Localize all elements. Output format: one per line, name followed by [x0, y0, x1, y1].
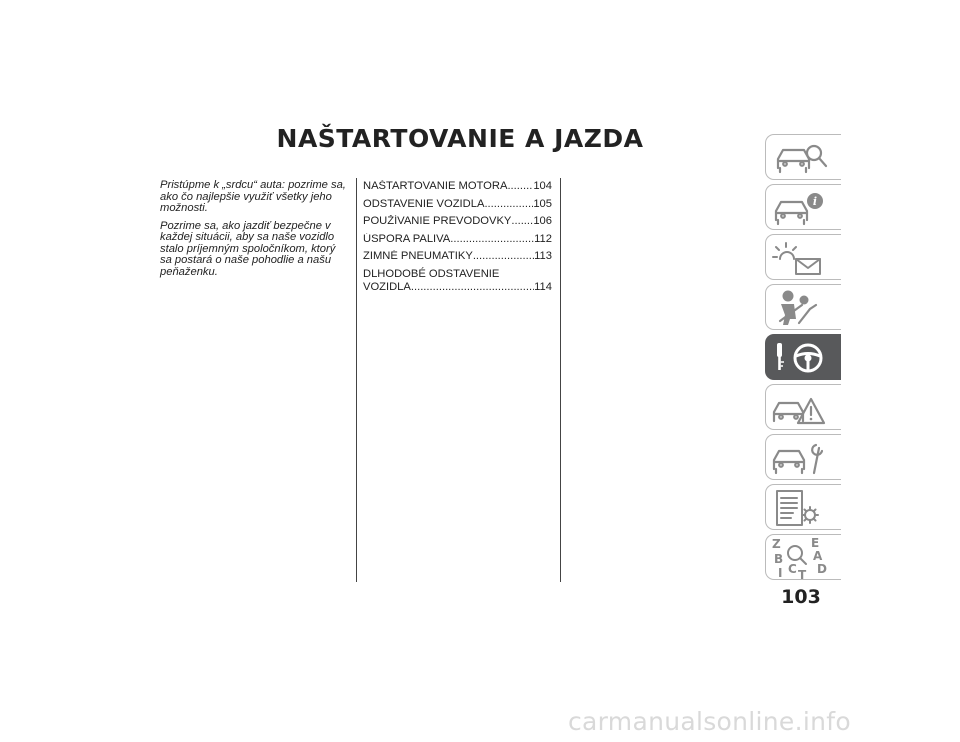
technical-data-icon: [766, 485, 842, 531]
toc-item-winter-tyres[interactable]: [363, 250, 552, 263]
tab-alphabetical-index[interactable]: [765, 534, 841, 580]
toc-item-starting-engine[interactable]: [363, 180, 552, 193]
index-letter: B: [774, 552, 784, 566]
tab-emergency[interactable]: [765, 384, 841, 430]
chapter-tabs: [765, 134, 841, 584]
toc-label: ZIMNÉ PNEUMATIKY: [363, 250, 473, 262]
toc-label-line1: DLHODOBÉ ODSTAVENIE: [363, 267, 500, 280]
tab-getting-to-know-car[interactable]: [765, 134, 841, 180]
toc-item-fuel-saving[interactable]: [363, 233, 552, 246]
intro-paragraph-1: Pristúpme k „srdcu“ auta: pozrime sa, ako čo najlepšie využiť všetky jeho možnosti.: [160, 179, 346, 214]
tab-servicing-care[interactable]: [765, 434, 841, 480]
tab-safety[interactable]: [765, 184, 841, 230]
tab-technical-data[interactable]: [765, 484, 841, 530]
toc-label-line2: VOZIDLA: [363, 280, 411, 293]
car-magnifier-icon: [766, 135, 842, 181]
seatbelt-airbag-icon: [766, 285, 842, 331]
toc-page: 113: [534, 250, 552, 262]
column-divider-right: [560, 178, 561, 582]
column-divider-left: [356, 178, 357, 582]
index-letter: A: [813, 549, 823, 563]
car-info-icon: [766, 185, 842, 231]
alphabetical-index-icon: [766, 535, 842, 581]
toc-label: ODSTAVENIE VOZIDLA: [363, 197, 485, 210]
car-warning-triangle-icon: [766, 385, 842, 431]
index-letter: D: [817, 562, 827, 576]
toc-page: 104: [533, 180, 552, 192]
page-title: NAŠTARTOVANIE A JAZDA: [276, 124, 644, 153]
toc-item-gearbox[interactable]: [363, 215, 552, 228]
toc-page: 112: [534, 232, 552, 245]
intro-paragraph-2: Pozrime sa, ako jazdiť bezpečne v každej situácii, aby sa naše vozidlo stalo príjemným spoločníkom, ktorý sa postará o naše pohodlie a našu peňaženku.: [160, 219, 336, 278]
key-steering-wheel-icon: [766, 335, 842, 381]
toc-page: 114: [534, 280, 552, 293]
index-letter: T: [798, 568, 807, 581]
index-letter: C: [788, 562, 797, 576]
index-letter: Z: [772, 537, 781, 551]
tab-starting-driving[interactable]: [765, 334, 841, 380]
index-letter: I: [778, 566, 783, 580]
warning-light-message-icon: [766, 235, 842, 281]
index-letter: E: [811, 536, 820, 550]
table-of-contents: [363, 180, 552, 298]
toc-item-parking[interactable]: [363, 198, 552, 211]
toc-page: 106: [533, 215, 552, 227]
toc-label: ÚSPORA PALIVA: [363, 232, 451, 245]
toc-label: POUŽÍVANIE PREVODOVKY: [363, 215, 512, 227]
svg-text:i: i: [812, 195, 818, 208]
toc-label: NAŠTARTOVANIE MOTORA: [363, 180, 508, 192]
watermark: carmanualsonline.info: [568, 707, 851, 736]
tab-warning-lights-messages[interactable]: [765, 234, 841, 280]
tab-seats-airbag[interactable]: [765, 284, 841, 330]
intro-text: [160, 180, 350, 284]
page-number: 103: [781, 586, 821, 608]
toc-page: 105: [533, 197, 552, 210]
toc-item-long-storage[interactable]: [363, 268, 552, 294]
car-wrench-icon: [766, 435, 842, 481]
